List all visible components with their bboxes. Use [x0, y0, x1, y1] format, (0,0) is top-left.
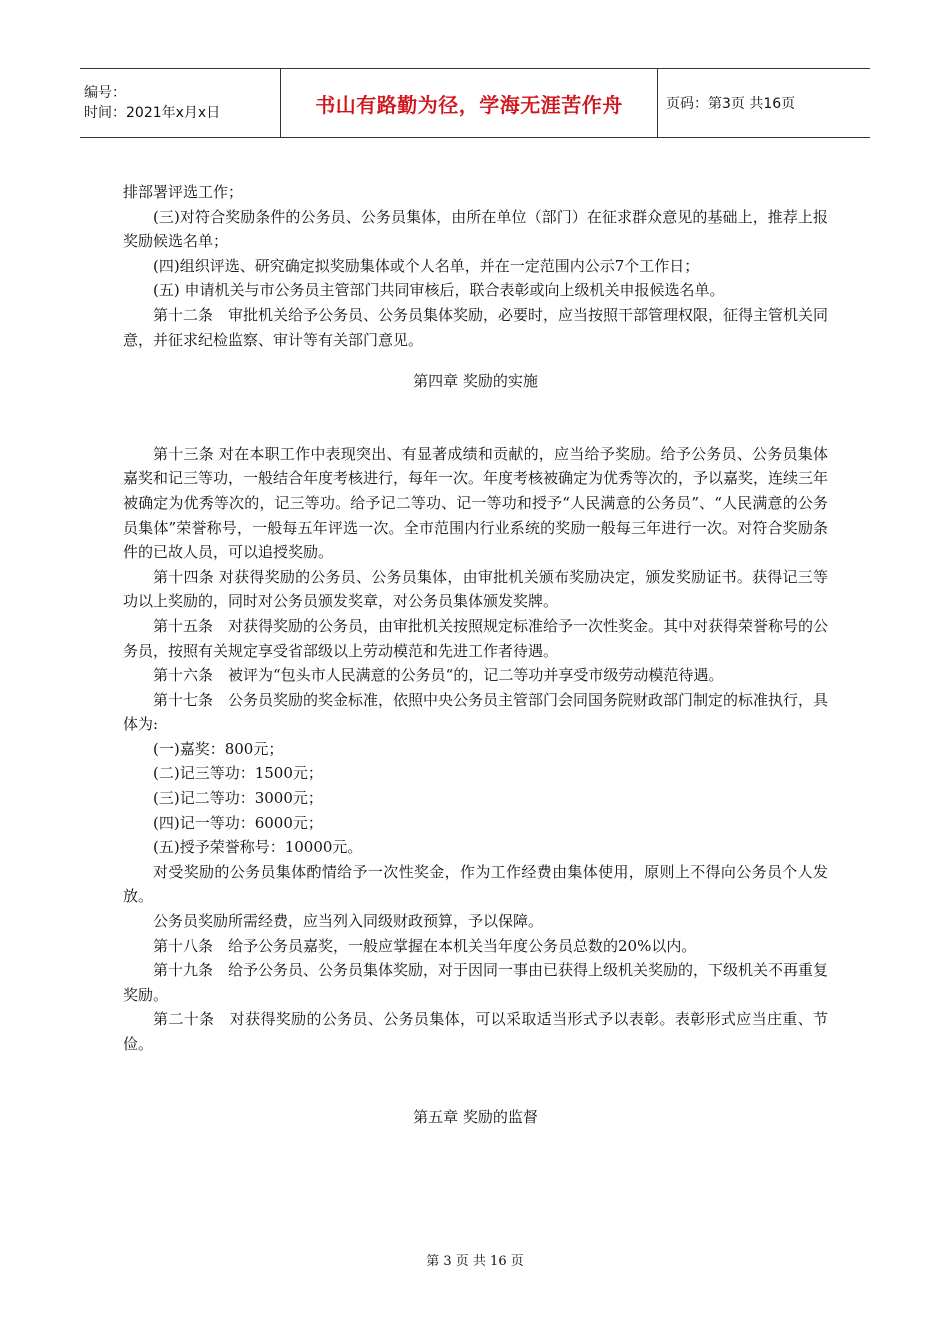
paragraph: 第十八条 给予公务员嘉奖，一般应掌握在本机关当年度公务员总数的20%以内。	[153, 936, 697, 955]
list-item: (五)授予荣誉称号：10000元。	[153, 838, 363, 857]
header-motto: 书山有路勤为径，学海无涯苦作舟	[315, 92, 623, 117]
paragraph: 排部署评选工作；	[123, 183, 244, 201]
list-item: (一)嘉奖：800元；	[153, 739, 284, 758]
header-meta	[80, 69, 280, 137]
paragraph: (三)对符合奖励条件的公务员、公务员集体，由所在单位（部门）在征求群众意见的基础上，推荐上报奖励候选名单；	[123, 207, 828, 251]
page-footer: 第 3 页 共 16 页	[426, 1254, 524, 1269]
paragraph: (五) 申请机关与市公务员主管部门共同审核后，联合表彰或向上级机关申报候选名单。	[153, 281, 725, 300]
list-item: (二)记三等功：1500元；	[153, 764, 323, 783]
document-body	[123, 180, 828, 1129]
paragraph: 第十四条 对获得奖励的公务员、公务员集体，由审批机关颁布奖励决定，颁发奖励证书。获得记三等功以上奖励的，同时对公务员颁发奖章，对公务员集体颁发奖牌。	[123, 567, 828, 611]
list-item: (四)记一等功：6000元；	[153, 813, 323, 832]
chapter-heading: 第四章 奖励的实施	[413, 372, 538, 391]
paragraph: 第二十条 对获得奖励的公务员、公务员集体，可以采取适当形式予以表彰。表彰形式应当庄重、节俭。	[123, 1010, 828, 1053]
header-motto-cell	[280, 69, 658, 137]
paragraph: 第十二条 审批机关给予公务员、公务员集体奖励，必要时，应当按照干部管理权限，征得主管机关同意，并征求纪检监察、审计等有关部门意见。	[123, 305, 829, 349]
paragraph: 第十三条 对在本职工作中表现突出、有显著成绩和贡献的，应当给予奖励。给予公务员、公务员集体嘉奖和记三等功，一般结合年度考核进行，每年一次。年度考核被确定为优秀等次的，予以嘉奖，连续三年被确定为优秀等次的，记三等功。给予记二等功、记一等功和授予“人民满意的公务员”、“人民满意的公务员集体”荣誉称号，一般每五年评选一次。全市范围内行业系统的奖励一般每三年进行一次。对符合奖励条件的已故人员，可以追授奖励。	[123, 444, 829, 562]
header-page-number: 页码：第3页 共16页	[666, 96, 796, 112]
list-item: (三)记二等功：3000元；	[153, 789, 323, 808]
page-header	[80, 68, 870, 138]
paragraph: 对受奖励的公务员集体酌情给予一次性奖金，作为工作经费由集体使用，原则上不得向公务员个人发放。	[123, 862, 828, 906]
paragraph: 公务员奖励所需经费，应当列入同级财政预算，予以保障。	[153, 912, 544, 931]
document-time-label: 时间：2021年x月x日	[84, 105, 221, 121]
document-number-label: 编号：	[84, 85, 126, 101]
chapter-heading: 第五章 奖励的监督	[413, 1107, 538, 1126]
header-page-cell	[658, 69, 870, 137]
paragraph: 第十九条 给予公务员、公务员集体奖励，对于因同一事由已获得上级机关奖励的，下级机关不再重复奖励。	[123, 961, 829, 1004]
paragraph: (四)组织评选、研究确定拟奖励集体或个人名单，并在一定范围内公示7个工作日；	[153, 256, 700, 275]
paragraph: 第十六条 被评为“包头市人民满意的公务员“的，记二等功并享受市级劳动模范待遇。	[153, 666, 724, 685]
paragraph: 第十五条 对获得奖励的公务员，由审批机关按照规定标准给予一次性奖金。其中对获得荣誉称号的公务员，按照有关规定享受省部级以上劳动模范和先进工作者待遇。	[123, 616, 829, 660]
paragraph: 第十七条 公务员奖励的奖金标准，依照中央公务员主管部门会同国务院财政部门制定的标准执行，具体为:	[123, 690, 829, 734]
